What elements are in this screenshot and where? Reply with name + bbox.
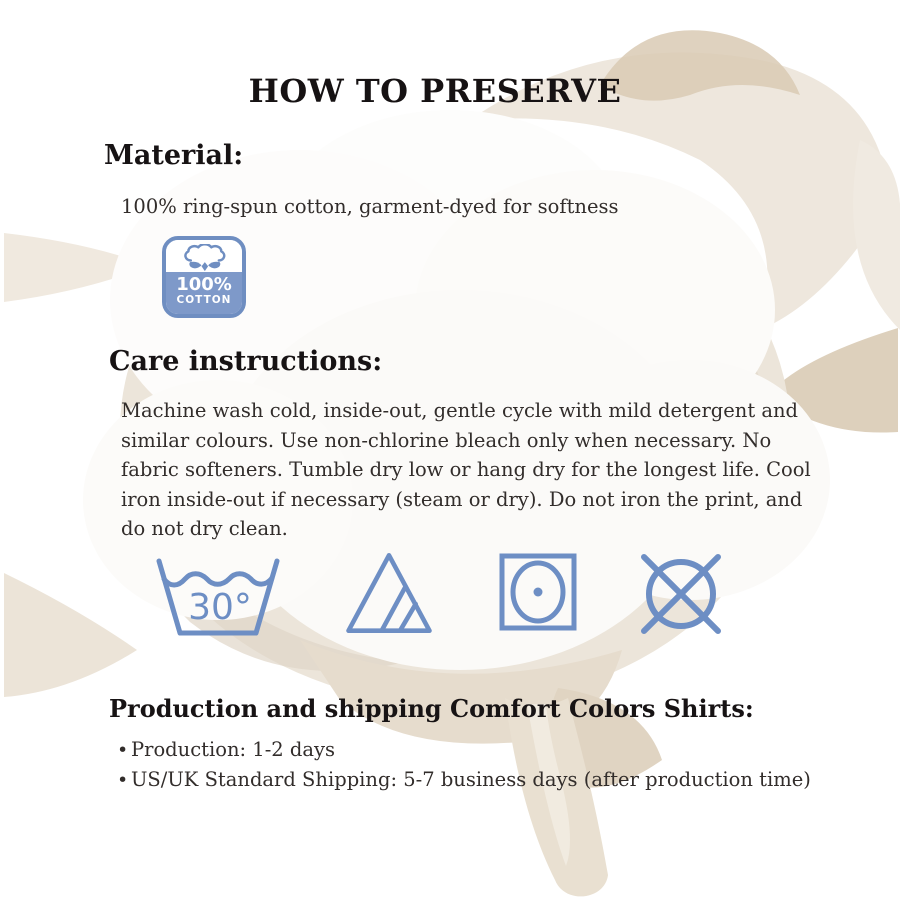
cotton-badge-text	[166, 272, 242, 314]
wash-temperature-label: 30°	[188, 587, 252, 628]
do-not-dry-clean-icon	[635, 548, 727, 640]
list-item	[117, 765, 847, 795]
care-heading: Care instructions:	[109, 346, 383, 377]
cotton-flower-icon	[166, 240, 242, 272]
production-bullet-list	[117, 735, 847, 795]
tumble-dry-low-icon	[498, 552, 578, 632]
production-time-text: Production: 1-2 days	[131, 738, 336, 761]
badge-percent-label: 100%	[176, 274, 232, 295]
page-title: HOW TO PRESERVE	[248, 72, 622, 110]
bullet-icon: •	[117, 739, 129, 761]
list-item	[117, 735, 847, 765]
material-description: 100% ring-spun cotton, garment-dyed for softness	[121, 195, 619, 218]
bullet-icon: •	[117, 769, 129, 791]
machine-wash-30-icon	[156, 557, 280, 637]
care-description: Machine wash cold, inside-out, gentle cycle with mild detergent and similar colours. Use non-chlorine bleach only when necessary. No fabric softeners. Tumble dry low or hang dry for the longest life. Cool iron inside-out if necessary (steam or dry). Do not iron the print, and do not dry clean.	[121, 399, 811, 540]
badge-cotton-label: COTTON	[176, 294, 232, 306]
shipping-time-text: US/UK Standard Shipping: 5-7 business days (after production time)	[131, 768, 811, 791]
production-heading: Production and shipping Comfort Colors Shirts:	[109, 694, 754, 723]
cotton-badge	[162, 236, 246, 318]
material-heading: Material:	[104, 140, 244, 171]
non-chlorine-bleach-icon	[343, 551, 435, 635]
